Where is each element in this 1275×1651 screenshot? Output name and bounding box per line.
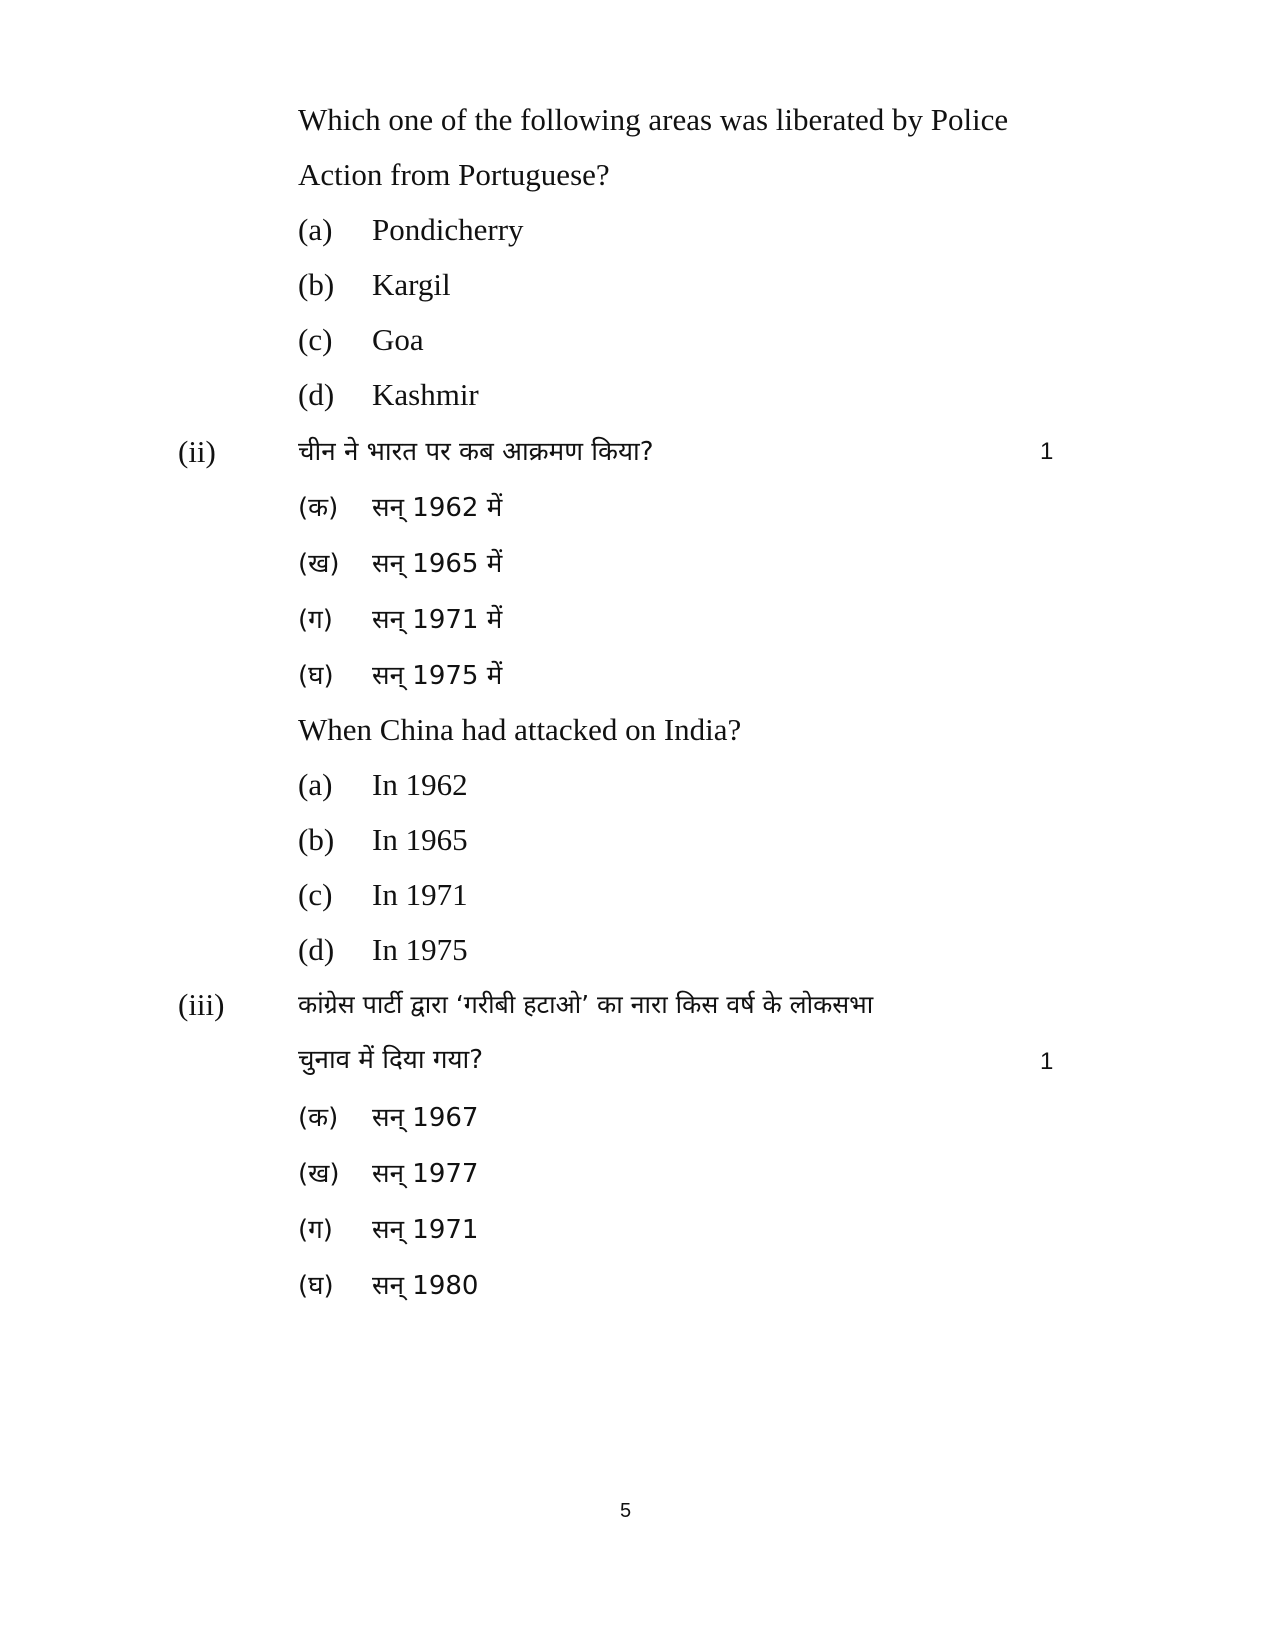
- q3-hindi-option-ka-text: सन् 1967: [372, 1103, 479, 1133]
- q2-hindi-option-gha-text: सन् 1975 में: [372, 661, 503, 691]
- q2-hindi-option-gha-label: (घ): [298, 661, 334, 691]
- q3-hindi-option-ka-label: (क): [298, 1103, 339, 1133]
- q2-hindi-question: चीन ने भारत पर कब आक्रमण किया?: [298, 437, 654, 467]
- q2-option-b-label: (b): [298, 822, 335, 857]
- page-number: 5: [620, 1500, 632, 1522]
- q1-option-b-text: Kargil: [372, 267, 451, 302]
- q1-english-line1: Which one of the following areas was liberated by Police: [298, 102, 1009, 137]
- q2-marks: 1: [1040, 438, 1054, 465]
- q2-number: (ii): [178, 434, 216, 469]
- q3-hindi-line1: कांग्रेस पार्टी द्वारा ‘गरीबी हटाओ’ का नारा किस वर्ष के लोकसभा: [298, 990, 874, 1019]
- q2-hindi-option-ga-text: सन् 1971 में: [372, 605, 503, 635]
- q3-hindi-option-ga-label: (ग): [298, 1215, 333, 1245]
- q3-hindi-option-ga-text: सन् 1971: [372, 1215, 479, 1245]
- q1-option-a-label: (a): [298, 212, 333, 247]
- q2-hindi-option-ga-label: (ग): [298, 605, 333, 635]
- q1-option-c-text: Goa: [372, 322, 424, 357]
- q1-option-a-text: Pondicherry: [372, 212, 524, 247]
- q1-english-line2: Action from Portuguese?: [298, 157, 610, 192]
- q2-english-question: When China had attacked on India?: [298, 712, 742, 747]
- q3-hindi-option-gha-text: सन् 1980: [372, 1271, 479, 1301]
- q3-hindi-option-kha-label: (ख): [298, 1159, 340, 1189]
- q2-hindi-option-kha-text: सन् 1965 में: [372, 549, 503, 579]
- q2-option-a-text: In 1962: [372, 767, 468, 802]
- q2-hindi-option-kha-label: (ख): [298, 549, 340, 579]
- q1-option-b-label: (b): [298, 267, 335, 302]
- q2-hindi-option-ka-text: सन् 1962 में: [372, 493, 503, 523]
- q2-option-a-label: (a): [298, 767, 333, 802]
- q2-option-d-text: In 1975: [372, 932, 468, 967]
- q2-option-d-label: (d): [298, 932, 335, 967]
- q3-marks: 1: [1040, 1048, 1054, 1075]
- q3-number: (iii): [178, 987, 225, 1022]
- q3-hindi-line2: चुनाव में दिया गया?: [298, 1045, 484, 1075]
- q1-option-d-label: (d): [298, 377, 335, 412]
- q3-hindi-option-kha-text: सन् 1977: [372, 1159, 479, 1189]
- q1-option-d-text: Kashmir: [372, 377, 479, 412]
- q2-option-c-label: (c): [298, 877, 333, 912]
- q1-option-c-label: (c): [298, 322, 333, 357]
- q2-hindi-option-ka-label: (क): [298, 493, 339, 523]
- q3-hindi-option-gha-label: (घ): [298, 1271, 334, 1301]
- q2-option-c-text: In 1971: [372, 877, 468, 912]
- q2-option-b-text: In 1965: [372, 822, 468, 857]
